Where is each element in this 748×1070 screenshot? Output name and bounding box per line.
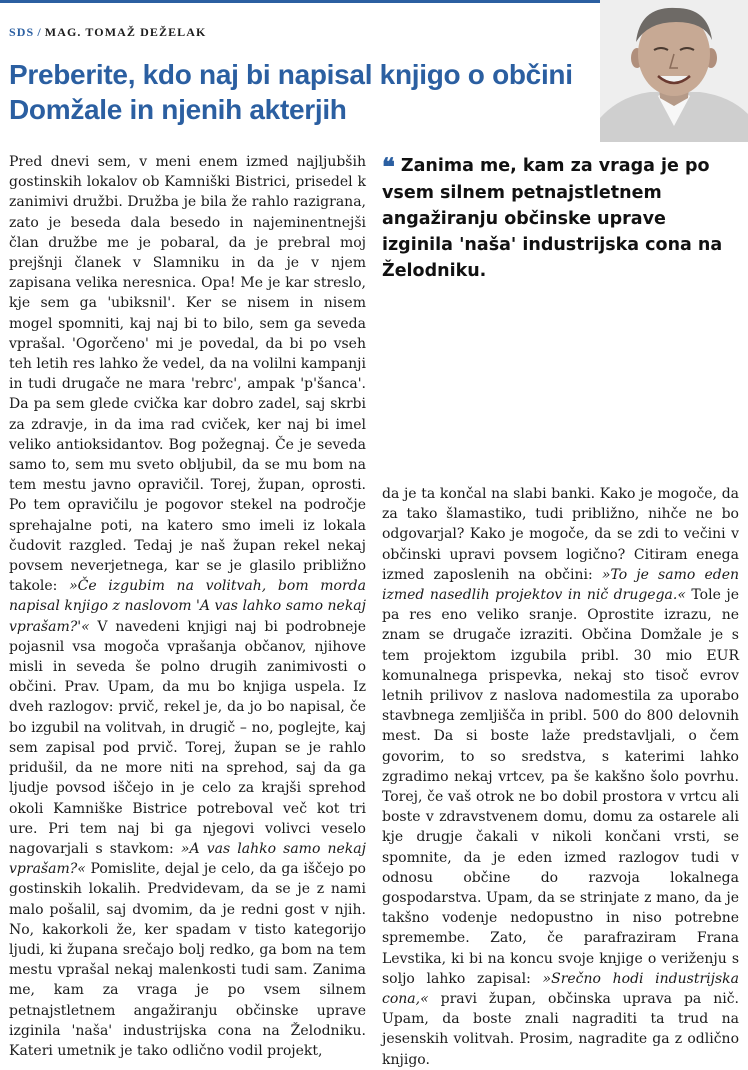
article-paragraph <box>382 484 739 1070</box>
headline: Preberite, kdo naj bi napisal knjigo o občini Domžale in njenih akterjih <box>9 59 573 125</box>
article-column-right <box>382 484 740 1068</box>
article-text: da je ta končal na slabi banki. Kako je mogoče, da za tako šlamastiko, tudi približno, nihče ne bo odgovarjal? Kako je mogoče, da se zdi to večini v občinski upravi povsem logično? Citiram enega izmed zaposlenih na občini: <box>382 486 739 583</box>
article-paragraph <box>9 152 366 1061</box>
byline <box>9 25 206 40</box>
article-column-left <box>9 152 366 1059</box>
inline-quote: »Srečno hodi industrijska cona,« <box>382 970 739 1008</box>
pull-quote <box>382 153 732 284</box>
quote-icon: ❝ <box>382 152 395 181</box>
article-text: Pomislite, dejal je celo, da ga iščejo po gostinskih lokalih. Predvidevam, da se je z nami malo pošalil, saj dvomim, da je redni gost v njih. No, kakorkoli že, ker spadam v tisto kategorijo ljudi, ki župana srečajo bolj redko, ga bom na tem mestu vprašal nekaj malenkosti tudi sam. Zanima me, kam za vraga je po vsem silnem petnajstletnem angažiranju občinske uprave izginila 'naša' industrijska cona na Želodniku. Kateri umetnik je tako odlično vodil projekt, <box>9 861 366 1059</box>
author-name: MAG. TOMAŽ DEŽELAK <box>44 25 207 39</box>
inline-quote: »To je samo eden izmed nasedlih projektov in nič drugega.« <box>382 566 740 604</box>
article-text: pravi župan, občinska uprava pa nič. Upam, da boste znali nagraditi ta trud na jesenskih volitvah. Prosim, nagradite ga z odlično knjigo. <box>382 991 739 1068</box>
article-text: Pred dnevi sem, v meni enem izmed najljubših gostinskih lokalov ob Kamniški Bistrici, prisedel k zanimivi družbi. Družba je bila že rahlo razigrana, zato je beseda dala besedo in najeminentnejši član družbe me je pobaral, da je prebral moj prejšnji članek v Slamniku in da je v njem zapisana velika neresnica. Opa! Me je kar streslo, kje sem ga 'ubiksnil'. Ker se nisem in nisem mogel spomniti, kaj naj bi to bilo, sem ga seveda vprašal. 'Ogorčeno' mi je povedal, da bi po vseh teh letih res lahko že vedel, da na volilni kampanji in tudi drugače ne mara 'rebrc', ampak 'p'šanca'. Da pa sem glede cvička kar dobro zadel, saj skrbi za zdravje, in da ima rad cviček, ker naj bi imel veliko antioksidantov. Bog požegnaj. Če je seveda samo to, sem mu sveto obljubil, da se mu bom na tem mestu javno opravičil. Torej, župan, oprosti. Po tem opravičilu je pogovor stekel na področje sprehajalne poti, na katero smo imeli iz lokala čudovit razgled. Tedaj je naš župan rekel nekaj povsem neverjetnega, kar se je glasilo približno takole: <box>9 154 366 595</box>
inline-quote: »Če izgubim na volitvah, bom morda napisal knjigo z naslovom 'A vas lahko samo nekaj vprašam?'« <box>9 578 366 635</box>
author-portrait <box>600 0 748 142</box>
party-label: SDS <box>9 25 35 39</box>
byline-separator: / <box>37 25 42 39</box>
inline-quote: »A vas lahko samo nekaj vprašam?« <box>9 840 366 878</box>
pull-quote-text: Zanima me, kam za vraga je po vsem silnem petnajstletnem angažiranju občinske uprave izginila 'naša' industrijska cona na Želodniku. <box>382 156 723 281</box>
article-text: V navedeni knjigi naj bi podrobneje pojasnil vsa mogoča vprašanja občanov, njihove misli in seveda še polno drugih zanimivosti o občini. Prav. Upam, da mu bo knjiga uspela. Iz dveh razlogov: prvič, rekel je, da jo bo napisal, če bo izgubil na volitvah, in drugič – no, poglejte, kaj sem zapisal pod prvič. Torej, župan se je rahlo pridušil, da ne more niti na sprehod, saj da ga ljudje povsod iščejo in je celo za krajši sprehod okoli Kamniške Bistrice potreboval več kot tri ure. Pri tem naj bi ga njegovi volivci veselo nagovarjali s stavkom: <box>9 618 366 857</box>
article-text: Tole je pa res eno veliko sranje. Oprostite izrazu, ne znam se drugače izraziti. Občina Domžale je s tem projektom izgubila pribl. 30 mio EUR komunalnega prispevka, nekaj sto tisoč evrov letnih prilivov z naslova nadomestila za uporabo stavbnega zemljišča in pribl. 500 do 800 delovnih mest. Da si boste laže predstavljali, o čem govorim, to so sredstva, s katerimi lahko zgradimo nekaj vrtcev, pa še kakšno šolo povrhu. Torej, če vaš otrok ne bo dobil prostora v vrtcu ali boste v zdravstvenem domu, domu za ostarele ali kje drugje čakali v nikoli končani vrsti, se spomnite, da je eden izmed razlogov tudi v odnosu občine do razvoja lokalnega gospodarstva. Upam, da se strinjate z mano, da je takšno vodenje nedopustno in niso potrebne spremembe. Zato, če parafraziram Frana Levstika, ki bi na koncu svoje knjige o veriženju s soljo lahko zapisal: <box>382 587 740 987</box>
